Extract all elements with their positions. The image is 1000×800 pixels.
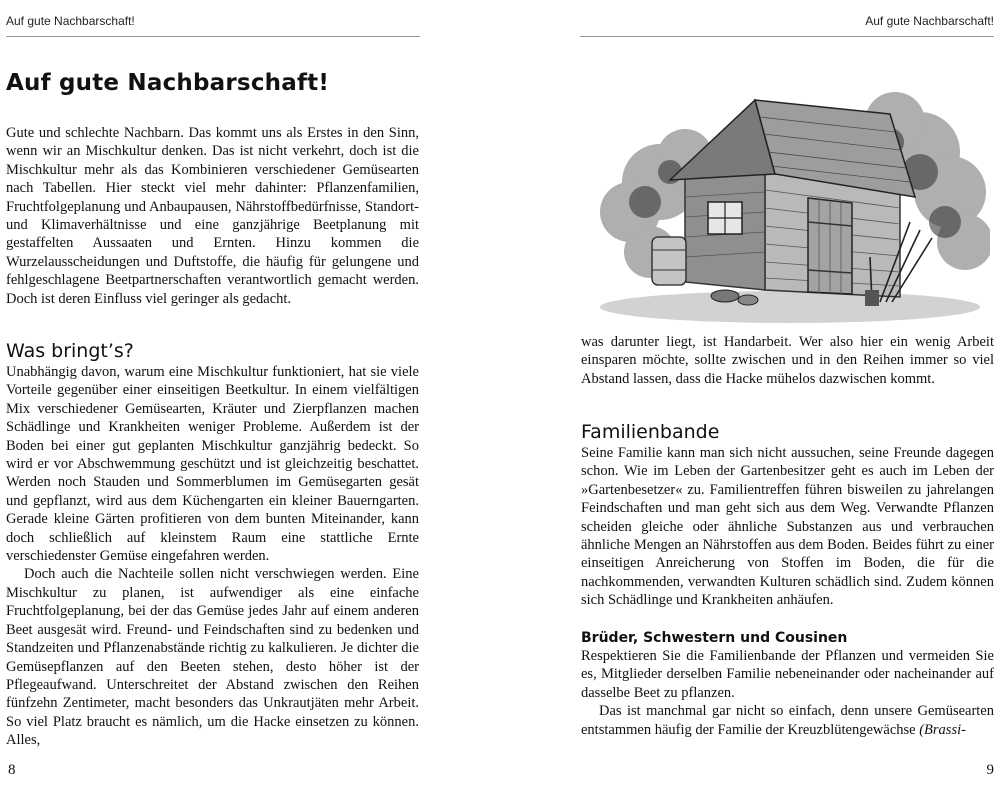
section-heading-was-bringts: Was bringt’s? xyxy=(6,340,134,362)
subheading-brueder: Brüder, Schwestern und Cousinen xyxy=(581,630,848,646)
continuation-paragraph: was darunter liegt, ist Handarbeit. Wer also hier ein wenig Arbeit einsparen möchte, sollte zwischen und in den Reihen immer so viel Abstand lassen, dass die Hacke mühelos dazwischen kommt. xyxy=(581,334,994,387)
brueder-paragraph-2-italic: (Brassi- xyxy=(919,721,966,738)
left-page xyxy=(0,0,440,800)
garden-shed-illustration xyxy=(590,62,990,332)
header-rule-left xyxy=(6,36,420,37)
section-paragraph-1: Unabhängig davon, warum eine Mischkultur funktioniert, hat sie viele Vorteile gegenüber einer einseitigen Beetkultur. In einem vielfältigen Mix verschiedener Gemüsearten, Kräuter und Zierpflanzen machen Schädlinge und Krankheiten weniger Probleme. Außerdem ist der Boden bei einer gut geplanten Mischkultur ganzjährig bedeckt. So wird er vor Abschwemmung geschützt und ist gleichzeitig beschattet. Werden noch Stauden und Sommerblumen im Gemüsegarten gesät und gepflanzt, wird aus dem Küchengarten ein kleiner Bauerngarten. Gerade kleine Gärten profitieren von dem bunten Miteinander, kann doch schließlich auf kleinstem Raum eine stattliche Ernte verschiedenster Gemüse eingefahren werden. xyxy=(6,364,419,565)
running-head-right: Auf gute Nachbarschaft! xyxy=(865,14,994,28)
section-paragraph-2: Doch auch die Nachteile sollen nicht verschwiegen werden. Eine Mischkultur zu planen, ist aufwendiger als eine einfache Fruchtfolgeplanung, bei der das Gemüse jedes Jahr auf einem anderen Beet ausgesät wird. Freund- und Feindschaften sind zu bedenken und Standzeiten und Pflanzenabstände richtig zu kalkulieren. Je dichter die Gemüsepflanzen auf den Beeten stehen, desto höher ist der Pflegeaufwand. Unterschreitet der Abstand zwischen den Reihen fünfzehn Zentimeter, macht besonders das Unkrautjäten mehr Arbeit. So viel Platz braucht es nämlich, um die Hacke einsetzen zu können. Alles, xyxy=(6,566,419,749)
page-number-left: 8 xyxy=(8,762,16,778)
page-number-right: 9 xyxy=(986,762,994,778)
section-familienbande xyxy=(581,421,994,610)
section-brueder xyxy=(581,630,994,739)
brueder-paragraph-2-text: Das ist manchmal gar nicht so einfach, denn unsere Gemüsearten entstammen häufig der Familie der Kreuzblütengewächse xyxy=(581,703,994,738)
brueder-paragraph-1: Respektieren Sie die Familienbande der Pflanzen und vermeiden Sie es, Mitglieder derselben Familie nebeneinander oder nacheinander auf dasselbe Beet zu pflanzen. xyxy=(581,648,994,701)
section-heading-familienbande: Familienbande xyxy=(581,421,720,443)
header-rule-right xyxy=(580,36,994,37)
brueder-paragraph-2 xyxy=(581,702,994,739)
right-page xyxy=(560,0,1000,800)
chapter-title: Auf gute Nachbarschaft! xyxy=(6,70,330,96)
section-was-bringts xyxy=(6,340,419,750)
intro-paragraph: Gute und schlechte Nachbarn. Das kommt uns als Erstes in den Sinn, wenn wir an Mischkultur denken. Das ist nicht verkehrt, doch ist die Mischkultur mehr als das Kombinieren verschiedener Gemüsearten nach Tabellen. Hier steckt viel mehr dahinter: Pflanzenfamilien, Fruchtfolgeplanung und Anbaupausen, Nährstoffbedürfnisse, Standort- und Klimaverhältnisse und eine ganzjährige Beetplanung mit gestaffelten Aussaaten und Ernten. Hinzu kommen die Wurzelausscheidungen und Duftstoffe, die häufig für gelungene und fehlgeschlagene Beetpartnerschaften verantwortlich gemacht werden. Doch ist deren Einfluss viel geringer als gedacht. xyxy=(6,125,419,307)
running-head-left: Auf gute Nachbarschaft! xyxy=(6,14,135,28)
familienbande-paragraph: Seine Familie kann man sich nicht aussuchen, seine Freunde dagegen schon. Wie im Leben der Gartenbesitzer geht es auch im Leben der »Gartenbesetzer« zu. Familientreffen führen bisweilen zu jahrelangen Feindschaften und man geht sich aus dem Weg. Verwandte Pflanzen scheiden gleiche oder ähnliche Substanzen aus und verbrauchen ähnliche Mengen an Nährstoffen aus dem Boden. Beides führt zu einer einseitigen Anreicherung von Stoffen im Boden, die für die nachkommenden, verwandten Kulturen schädlich sind. Zudem können sich Schädlinge und Krankheiten anhäufen. xyxy=(581,445,994,609)
